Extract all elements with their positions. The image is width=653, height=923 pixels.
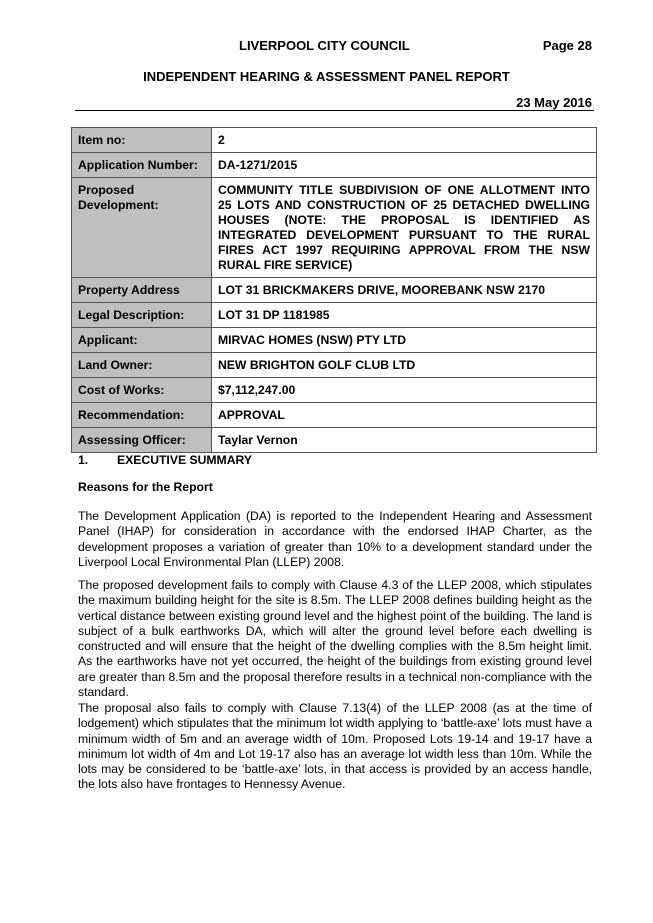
row-label: Item no: xyxy=(72,128,212,153)
paragraph: The Development Application (DA) is reported to the Independent Hearing and Assessment Panel (IHAP) for consideration in accordance with the endorsed IHAP Charter, as the development proposes a variation of greater than 10% to a development standard under the Liverpool Local Environmental Plan (LLEP) 2008. xyxy=(78,509,592,569)
row-label: Proposed Development: xyxy=(72,178,212,278)
section-number: 1. xyxy=(78,453,89,467)
row-label: Assessing Officer: xyxy=(72,428,212,453)
table-row xyxy=(72,428,597,453)
row-value: DA-1271/2015 xyxy=(212,153,597,178)
table-row xyxy=(72,153,597,178)
row-value: COMMUNITY TITLE SUBDIVISION OF ONE ALLOTMENT INTO 25 LOTS AND CONSTRUCTION OF 25 DETACHED DWELLING HOUSES (NOTE: THE PROPOSAL IS IDENTIFIED AS INTEGRATED DEVELOPMENT PURSUANT TO THE RURAL FIRES ACT 1997 REQUIRING APPROVAL FROM THE NSW RURAL FIRE SERVICE) xyxy=(212,178,597,278)
row-value: Taylar Vernon xyxy=(212,428,597,453)
table-row xyxy=(72,378,597,403)
section-title: EXECUTIVE SUMMARY xyxy=(117,453,252,467)
row-value: NEW BRIGHTON GOLF CLUB LTD xyxy=(212,353,597,378)
report-title: INDEPENDENT HEARING & ASSESSMENT PANEL REPORT xyxy=(143,69,510,84)
paragraph: The proposal also fails to comply with Clause 7.13(4) of the LLEP 2008 (as at the time of lodgement) which stipulates that the minimum lot width applying to ‘battle-axe’ lots must have a minimum width of 5m and an average width of 10m. Proposed Lots 19-14 and 19-17 have a minimum lot width of 4m and Lot 19-17 also has an average lot width less than 10m. While the lots may be considered to be ‘battle-axe’ lots, in that access is provided by an access handle, the lots also have frontages to Hennessy Avenue. xyxy=(78,701,592,792)
page-number: Page 28 xyxy=(542,38,592,53)
row-value: LOT 31 BRICKMAKERS DRIVE, MOOREBANK NSW 2170 xyxy=(212,278,597,303)
table-row xyxy=(72,278,597,303)
row-label: Cost of Works: xyxy=(72,378,212,403)
row-value: LOT 31 DP 1181985 xyxy=(212,303,597,328)
row-value: $7,112,247.00 xyxy=(212,378,597,403)
row-label: Property Address xyxy=(72,278,212,303)
table-row xyxy=(72,178,597,278)
row-value: MIRVAC HOMES (NSW) PTY LTD xyxy=(212,328,597,353)
subheading: Reasons for the Report xyxy=(78,480,213,494)
row-value: 2 xyxy=(212,128,597,153)
row-value: APPROVAL xyxy=(212,403,597,428)
row-label: Applicant: xyxy=(72,328,212,353)
row-label: Land Owner: xyxy=(72,353,212,378)
row-label: Application Number: xyxy=(72,153,212,178)
row-label: Legal Description: xyxy=(72,303,212,328)
application-details-table xyxy=(71,127,597,453)
paragraph: The proposed development fails to comply with Clause 4.3 of the LLEP 2008, which stipulates the maximum building height for the site is 8.5m. The LLEP 2008 defines building height as the vertical distance between existing ground level and the highest point of the building. The land is subject of a bulk earthworks DA, which will alter the ground level before each dwelling is constructed and will ensure that the height of the dwelling complies with the 8.5m height limit. As the earthworks have not yet occurred, the height of the buildings from existing ground level are greater than 8.5m and the proposal therefore results in a technical non-compliance with the standard. xyxy=(78,578,592,700)
row-label: Recommendation: xyxy=(72,403,212,428)
table-row xyxy=(72,353,597,378)
table-row xyxy=(72,303,597,328)
report-date: 23 May 2016 xyxy=(516,95,592,110)
header-rule xyxy=(75,110,594,111)
table-row xyxy=(72,403,597,428)
table-row xyxy=(72,128,597,153)
table-row xyxy=(72,328,597,353)
council-name: LIVERPOOL CITY COUNCIL xyxy=(239,38,410,53)
